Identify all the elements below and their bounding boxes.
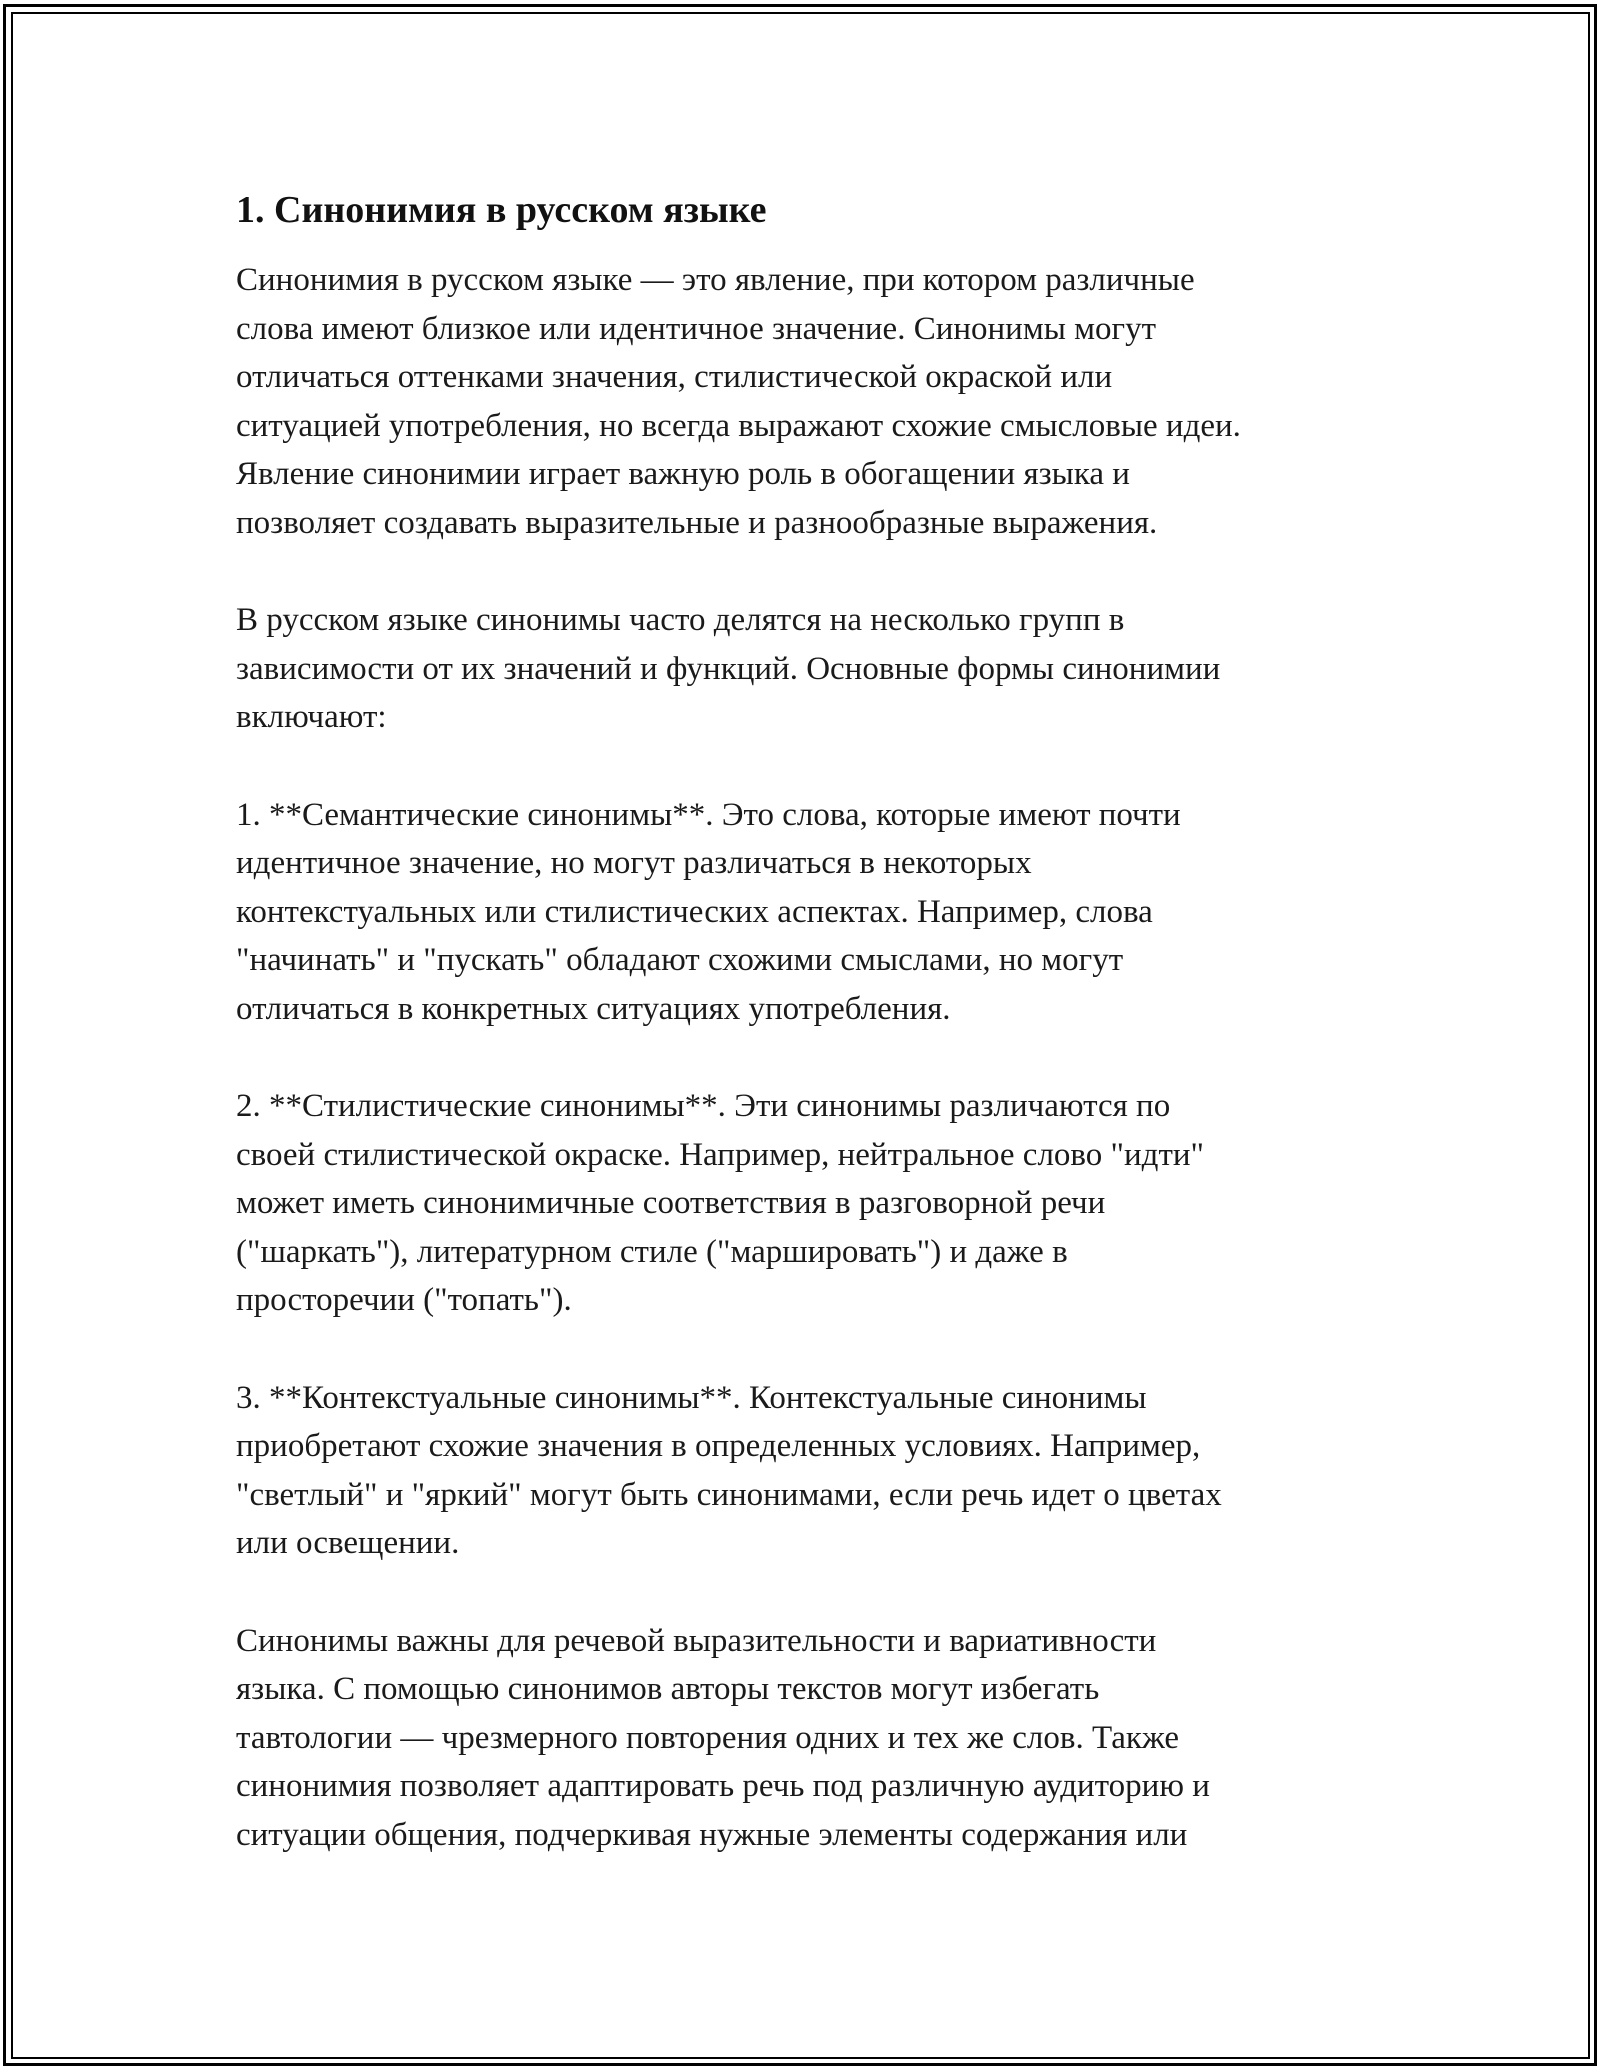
paragraph-intro: Синонимия в русском языке — это явление, при котором различные слова имеют близкое или идентичное значение. Синонимы могут отличаться оттенками значения, стилистической окраской или ситуацией употребления, но всегда выражают схожие смысловые идеи. Явление синонимии играет важную роль в обогащении языка и позволяет создавать выразительные и разнообразные выражения. — [236, 262, 1241, 541]
paragraph-semantic-synonyms: 1. **Семантические синонимы**. Это слова, которые имеют почти идентичное значение, но могут различаться в некоторых контекстуальных или стилистических аспектах. Например, слова "начинать" и "пускать" обладают схожими смыслами, но могут отличаться в конкретных ситуациях употребления. — [236, 796, 1181, 1027]
paragraph-groups: В русском языке синонимы часто делятся на несколько групп в зависимости от их значений и функций. Основные формы синонимии включают: — [236, 602, 1221, 736]
paragraph-importance: Синонимы важны для речевой выразительности и вариативности языка. С помощью синонимов авторы текстов могут избегать тавтологии — чрезмерного повторения одних и тех же слов. Также синонимия позволяет адаптировать речь под различную аудиторию и ситуации общения, подчеркивая нужные элементы содержания или — [236, 1622, 1210, 1853]
document-page — [236, 186, 1386, 1860]
section-heading: 1. Синонимия в русском языке — [236, 189, 767, 231]
paragraph-stylistic-synonyms: 2. **Стилистические синонимы**. Эти синонимы различаются по своей стилистической окраске. Например, нейтральное слово "идти" может иметь синонимичные соответствия в разговорной речи ("шаркать"), литературном стиле ("маршировать") и даже в просторечии ("топать"). — [236, 1088, 1205, 1319]
paragraph-contextual-synonyms: 3. **Контекстуальные синонимы**. Контекстуальные синонимы приобретают схожие значения в определенных условиях. Например, "светлый" и "яркий" могут быть синонимами, если речь идет о цветах или освещении. — [236, 1379, 1222, 1562]
